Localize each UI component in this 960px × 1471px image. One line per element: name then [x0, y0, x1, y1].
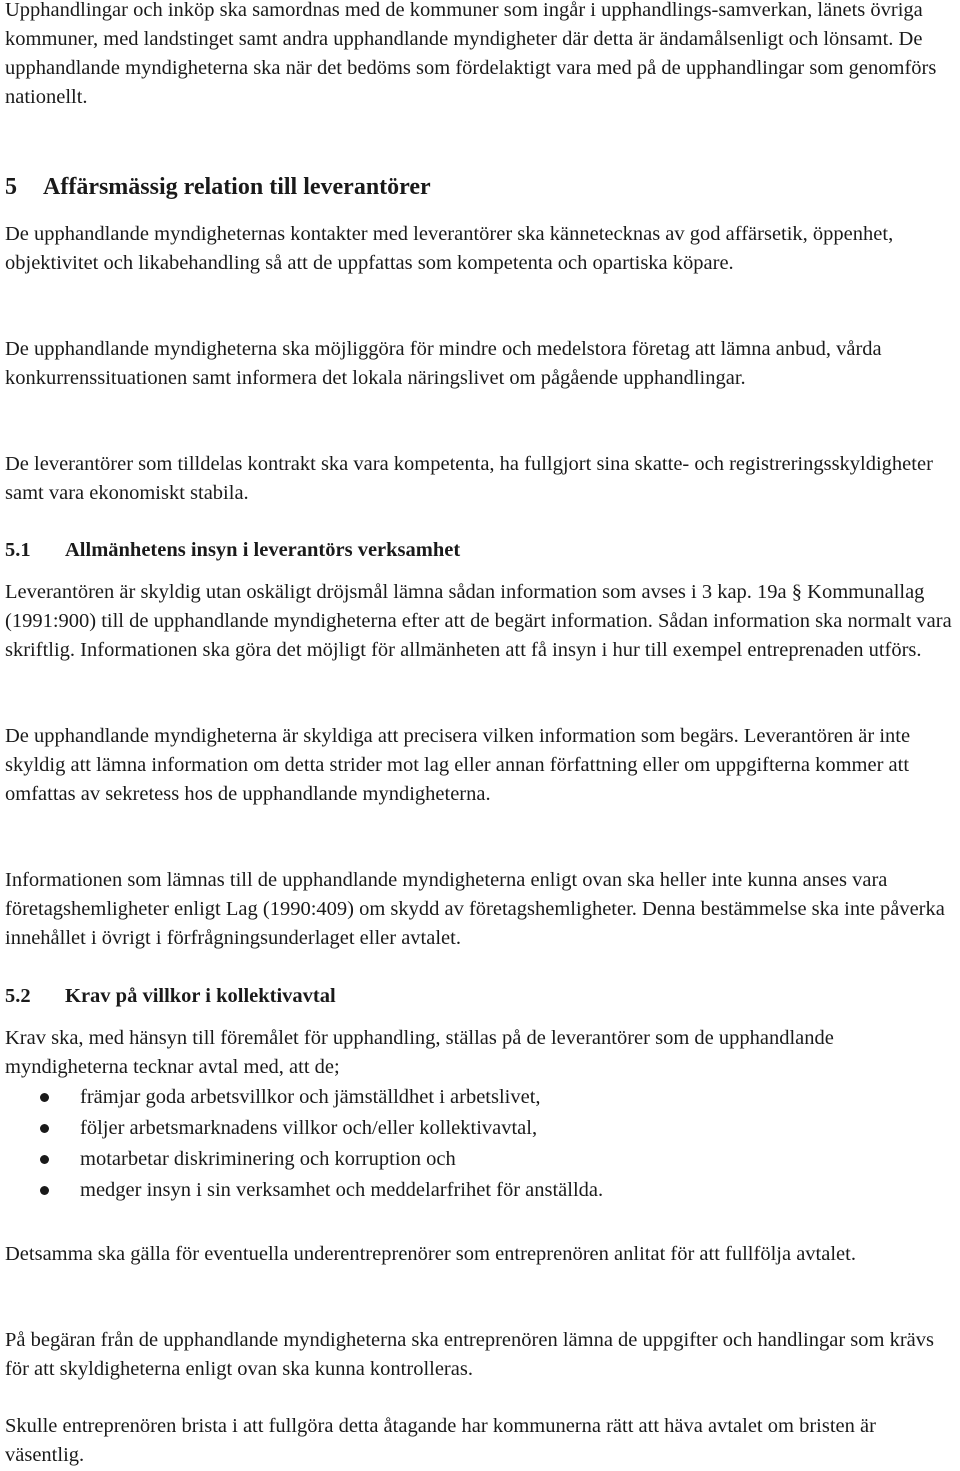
list-item [5, 1113, 950, 1144]
section-5-1-paragraph: Leverantören är skyldig utan oskäligt dröjsmål lämna sådan information som avses i 3 kap. 19a § Kommunallag (1991:900) till de upphandlande myndigheterna efter att de begärt information. Sådan information ska normalt vara skriftlig. Informationen ska göra det möjligt för allmänheten att få insyn i hur till exempel entreprenaden utförs. [5, 581, 952, 661]
requirements-list [5, 1082, 950, 1206]
section-5-2-number: 5.2 [5, 985, 31, 1007]
section-5-1-number: 5.1 [5, 539, 31, 561]
section-5-1-paragraph: De upphandlande myndigheterna är skyldiga att precisera vilken information som begärs. Leverantören är inte skyldig att lämna information om detta strider mot lag eller annan författning eller om uppgifterna kommer att omfattas av sekretess hos de upphandlande myndigheterna. [5, 725, 911, 805]
section-5-paragraph: De upphandlande myndigheterna ska möjliggöra för mindre och medelstora företag att lämna anbud, vårda konkurrenssituationen samt informera det lokala näringslivet om pågående upphandlingar. [5, 338, 882, 389]
section-5-title: Affärsmässig relation till leverantörer [43, 174, 431, 200]
section-5-2-paragraph: Skulle entreprenören brista i att fullgöra detta åtagande har kommunerna rätt att häva avtalet om bristen är väsentlig. [5, 1415, 876, 1466]
section-5-1-heading [5, 535, 460, 565]
section-5-paragraph: De upphandlande myndigheternas kontakter med leverantörer ska kännetecknas av god affärsetik, öppenhet, objektivitet och likabehandling så att de uppfattas som kompetenta och opartiska köpare. [5, 223, 894, 274]
bullet-icon [40, 1093, 49, 1102]
list-item [5, 1082, 950, 1113]
list-item [5, 1175, 950, 1206]
section-5-number: 5 [5, 174, 17, 200]
section-5-2-heading [5, 981, 336, 1011]
section-5-heading [5, 172, 431, 202]
section-5-1-title: Allmänhetens insyn i leverantörs verksamhet [65, 539, 461, 561]
intro-paragraph: Upphandlingar och inköp ska samordnas med de kommuner som ingår i upphandlings-samverkan, länets övriga kommuner, med landstinget samt andra upphandlande myndigheter där detta är ändamålsenligt och lönsamt. De upphandlande myndigheterna ska när det bedöms som fördelaktigt vara med på de upphandlingar som genomförs nationellt. [5, 0, 937, 108]
section-5-2-title: Krav på villkor i kollektivavtal [65, 985, 336, 1007]
section-5-2-paragraph: På begäran från de upphandlande myndigheterna ska entreprenören lämna de uppgifter och handlingar som krävs för att skyldigheterna enligt ovan ska kunna kontrolleras. [5, 1329, 934, 1380]
section-5-2-paragraph: Detsamma ska gälla för eventuella underentreprenörer som entreprenören anlitat för att fullfölja avtalet. [5, 1243, 856, 1265]
list-item-text: främjar goda arbetsvillkor och jämställdhet i arbetslivet, [80, 1086, 541, 1108]
bullet-icon [40, 1124, 49, 1133]
section-5-2-lead: Krav ska, med hänsyn till föremålet för upphandling, ställas på de leverantörer som de upphandlande myndigheterna tecknar avtal med, att de; [5, 1027, 834, 1078]
list-item-text: medger insyn i sin verksamhet och meddelarfrihet för anställda. [80, 1179, 604, 1201]
list-item-text: motarbetar diskriminering och korruption och [80, 1148, 456, 1170]
section-5-1-paragraph: Informationen som lämnas till de upphandlande myndigheterna enligt ovan ska heller inte kunna anses vara företagshemligheter enligt Lag (1990:409) om skydd av företagshemligheter. Denna bestämmelse ska inte påverka innehållet i övrigt i förfrågningsunderlaget eller avtalet. [5, 869, 945, 949]
section-5-paragraph: De leverantörer som tilldelas kontrakt ska vara kompetenta, ha fullgjort sina skatte- och registreringsskyldigheter samt vara ekonomiskt stabila. [5, 453, 933, 504]
list-item [5, 1144, 950, 1175]
bullet-icon [40, 1186, 49, 1195]
bullet-icon [40, 1155, 49, 1164]
list-item-text: följer arbetsmarknadens villkor och/eller kollektivavtal, [80, 1117, 538, 1139]
